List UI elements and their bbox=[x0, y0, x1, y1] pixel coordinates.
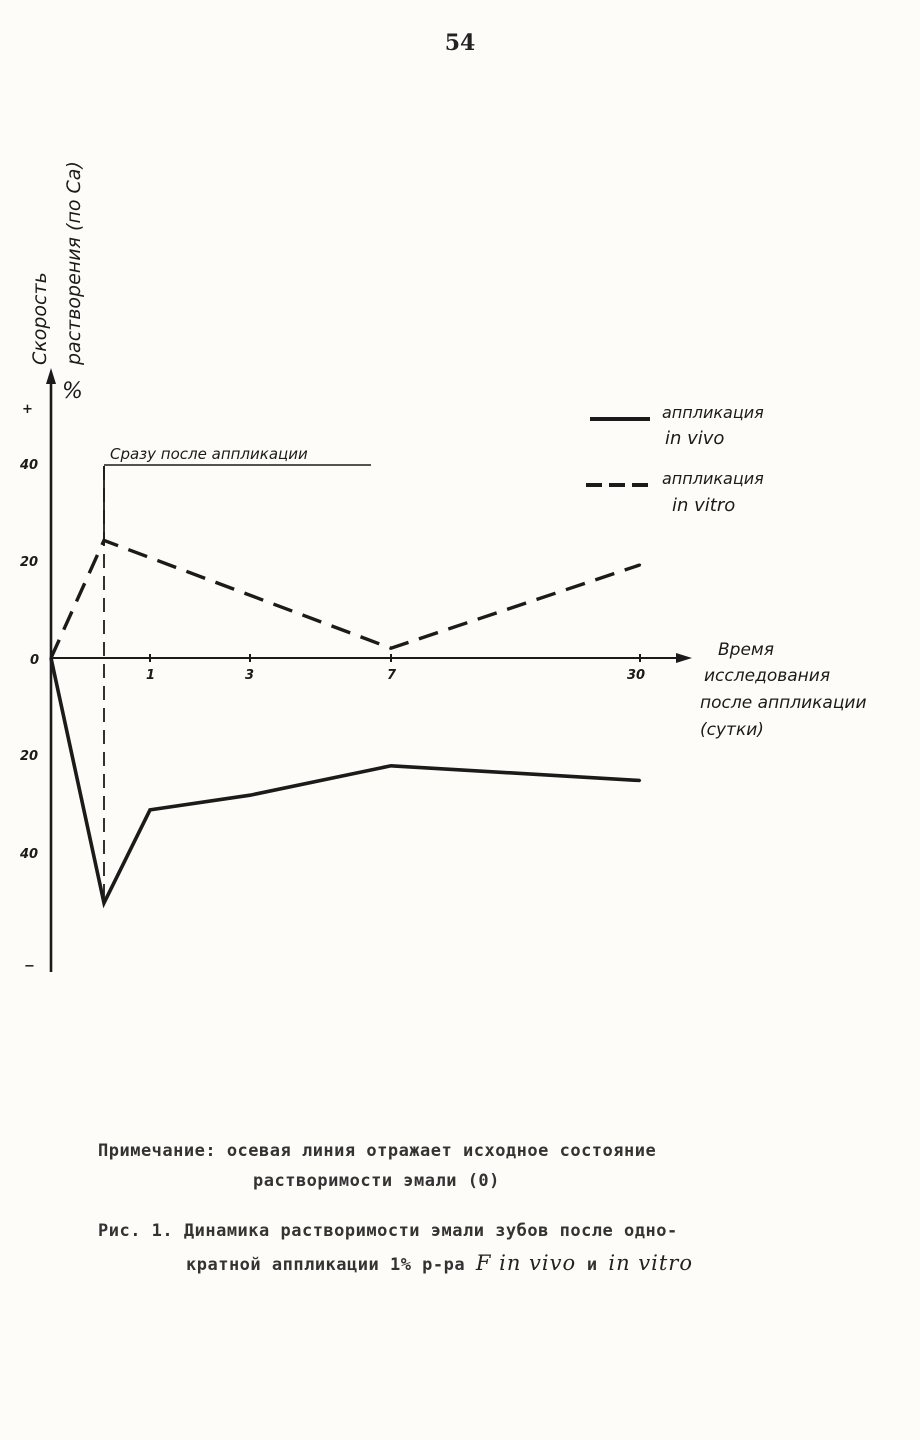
x-tick-label-1: 1 bbox=[146, 668, 156, 683]
caption-printed: кратной аппликации 1% р-ра bbox=[186, 1255, 466, 1275]
x-axis-label-4: (сутки) bbox=[700, 720, 764, 740]
legend-label-in-vitro-1: аппликация bbox=[662, 469, 764, 488]
data-point-in-vitro-2 bbox=[390, 647, 392, 649]
caption-line-1: Рис. 1. Динамика растворимости эмали зубов после одно- bbox=[98, 1221, 678, 1241]
legend-label-in-vitro-2: in vitro bbox=[672, 495, 736, 516]
y-axis-arrow bbox=[46, 368, 56, 384]
data-point-in-vitro-3 bbox=[639, 564, 641, 566]
data-point-in-vivo-2 bbox=[149, 809, 151, 811]
page-number: 54 bbox=[444, 30, 476, 56]
y-tick-label-zero: 0 bbox=[30, 653, 40, 668]
x-axis-arrow bbox=[676, 653, 692, 663]
series-line-in-vitro bbox=[51, 540, 640, 658]
chart-note bbox=[98, 1136, 798, 1196]
x-tick-label-7: 7 bbox=[387, 668, 397, 683]
figure-caption bbox=[98, 1215, 858, 1281]
data-point-in-vitro-1 bbox=[103, 539, 105, 541]
y-tick-label-neg40: 40 bbox=[20, 847, 39, 862]
y-top-sign: + bbox=[22, 402, 33, 417]
legend-label-in-vivo-2: in vivo bbox=[665, 428, 725, 449]
caption-handwritten-2: in vitro bbox=[608, 1251, 693, 1275]
y-tick-label-neg20: 20 bbox=[20, 749, 39, 764]
y-bottom-sign: − bbox=[24, 959, 35, 974]
x-axis-label-1: Время bbox=[718, 640, 774, 660]
data-point-in-vivo-5 bbox=[639, 779, 641, 781]
note-line-1: Примечание: осевая линия отражает исходное состояние bbox=[98, 1141, 657, 1161]
data-point-in-vivo-3 bbox=[249, 794, 251, 796]
y-axis-label-1: Скорость bbox=[29, 272, 51, 365]
x-axis-label-3: после аппликации bbox=[700, 693, 867, 713]
y-tick-label-pos20: 20 bbox=[20, 555, 39, 570]
annotation-label: Сразу после аппликации bbox=[110, 445, 308, 463]
caption-line-2 bbox=[98, 1247, 858, 1281]
data-point-in-vivo-4 bbox=[390, 765, 392, 767]
note-line-2: растворимости эмали (0) bbox=[253, 1171, 500, 1191]
x-axis-label-2: исследования bbox=[704, 666, 831, 686]
x-tick-label-30: 30 bbox=[627, 668, 646, 683]
y-axis-unit: % bbox=[62, 379, 83, 404]
data-point-in-vitro-0 bbox=[50, 657, 52, 659]
caption-and: и bbox=[586, 1255, 598, 1275]
x-tick-label-3: 3 bbox=[245, 668, 255, 683]
legend-label-in-vivo-1: аппликация bbox=[662, 403, 764, 422]
y-tick-label-pos40: 40 bbox=[20, 458, 39, 473]
caption-handwritten-1: F in vivo bbox=[475, 1251, 577, 1275]
data-point-in-vivo-1 bbox=[103, 902, 105, 904]
y-axis-label-2: растворения (по Ca) bbox=[63, 161, 85, 365]
series-line-in-vivo bbox=[51, 658, 640, 903]
